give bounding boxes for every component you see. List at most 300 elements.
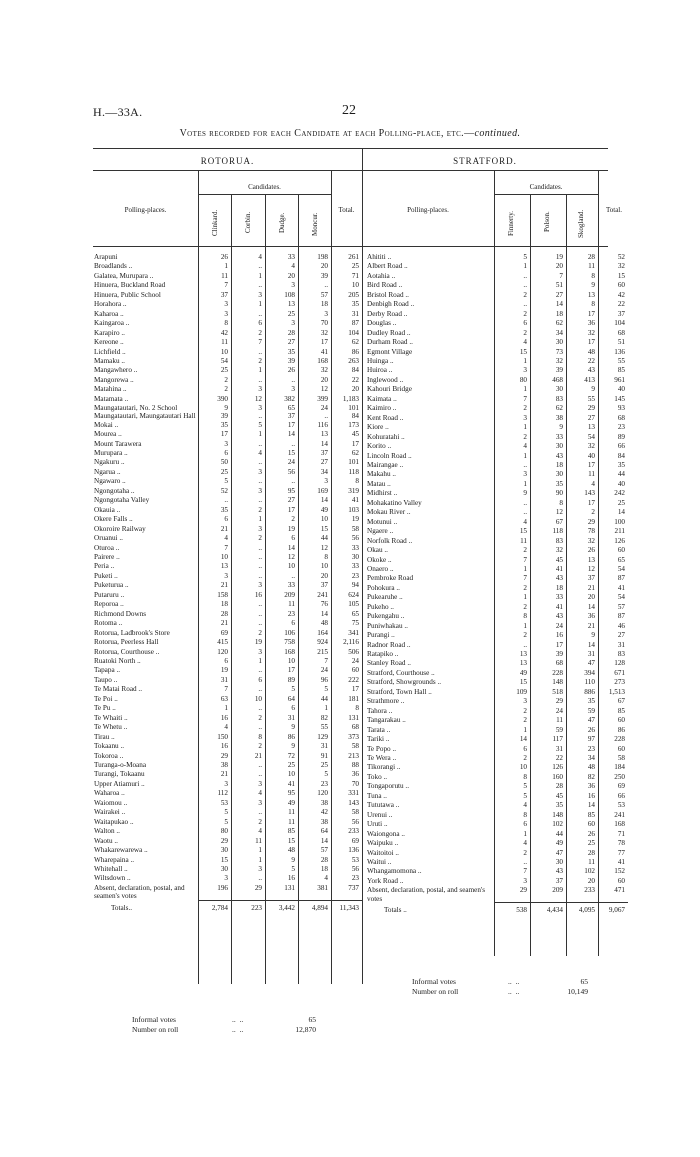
table-row (366, 461, 628, 470)
top-rule (93, 148, 608, 149)
vote-cell: 71 (617, 829, 625, 838)
vote-cell: 69 (220, 628, 228, 637)
vote-cell: 43 (555, 451, 563, 460)
vote-cell: 65 (351, 609, 359, 618)
vote-cell: 35 (220, 420, 228, 429)
vote-cell: 5 (258, 420, 262, 429)
vote-cell: 9 (559, 423, 563, 432)
polling-place-cell: Pukeho .. (367, 602, 394, 611)
vote-cell: 158 (217, 590, 228, 599)
vote-cell: 103 (348, 505, 359, 514)
vote-cell: 29 (220, 836, 228, 845)
vote-cell: 116 (317, 420, 328, 429)
table-row (366, 376, 628, 385)
vote-cell: 18 (320, 300, 328, 309)
total-cell: 9,067 (598, 903, 628, 916)
vote-cell: 21 (220, 770, 228, 779)
vote-cell: 14 (617, 508, 625, 517)
stratford-roll-value: 10,149 (567, 987, 588, 996)
vote-cell: 37 (320, 581, 328, 590)
vote-cell: 14 (320, 836, 328, 845)
vote-cell: 28 (555, 782, 563, 791)
vote-cell: 87 (617, 612, 625, 621)
vote-cell: 21 (220, 581, 228, 590)
vote-cell: 8 (224, 319, 228, 328)
table-row (366, 423, 628, 432)
vote-cell: 1 (324, 704, 328, 713)
vote-cell: .. (224, 496, 228, 505)
vote-cell: 21 (587, 583, 595, 592)
vote-cell: 71 (351, 271, 359, 280)
vote-cell: 62 (555, 404, 563, 413)
polling-place-cell: Ratapiko .. (367, 650, 399, 659)
table-row (93, 458, 362, 467)
table-row (93, 619, 362, 628)
total-cell: 223 (231, 900, 265, 913)
vote-cell: 164 (317, 628, 328, 637)
vote-cell: .. (258, 439, 262, 448)
vote-cell: 3 (324, 477, 328, 486)
polling-place-cell: Absent, declaration, postal, and seamen's votes (94, 883, 185, 901)
vote-cell: 4 (258, 253, 262, 261)
vote-cell: 95 (287, 789, 295, 798)
vote-cell: 2 (523, 706, 527, 715)
vote-cell: 10 (519, 763, 527, 772)
table-row (366, 858, 628, 867)
total-cell: 4,434 (530, 903, 566, 916)
rotorua-roll-row (132, 1025, 332, 1035)
vote-cell: 16 (220, 742, 228, 751)
table-row (93, 827, 362, 836)
table-row (366, 612, 628, 621)
vote-cell: 77 (617, 848, 625, 857)
vote-cell: 7 (224, 281, 228, 290)
table-row (366, 707, 628, 716)
vote-cell: 50 (220, 458, 228, 467)
vote-cell: 4 (258, 449, 262, 458)
polling-place-cell: Te Poi .. (94, 694, 118, 703)
vote-cell: .. (523, 640, 527, 649)
vote-cell: 2 (523, 848, 527, 857)
polling-place-cell: Mourea .. (94, 430, 122, 439)
vote-cell: 26 (587, 725, 595, 734)
polling-place-cell: Mount Tarawera (94, 439, 142, 448)
polling-place-cell: York Road .. (367, 876, 404, 885)
vote-cell: 105 (348, 600, 359, 609)
vote-cell: 95 (287, 486, 295, 495)
vote-cell: 58 (351, 742, 359, 751)
stratford-table (366, 253, 628, 916)
polling-place-cell: Pukengahu .. (367, 612, 405, 621)
polling-place-cell: Aotahia .. (367, 271, 396, 280)
vote-cell: .. (324, 412, 328, 421)
polling-place-cell: Waotu .. (94, 836, 118, 845)
vote-cell: 43 (555, 612, 563, 621)
vote-cell: 261 (348, 253, 359, 261)
vote-cell: .. (258, 619, 262, 628)
polling-place-cell: Kaimiro .. (367, 404, 397, 413)
rotorua-roll-label: Number on roll (132, 1025, 179, 1034)
vote-cell: 131 (284, 883, 295, 892)
vote-cell: 44 (617, 470, 625, 479)
polling-place-cell: Tongaporutu .. (367, 782, 410, 791)
vote-cell: 49 (320, 505, 328, 514)
table-row (93, 412, 362, 420)
table-row (93, 404, 362, 412)
table-row (366, 830, 628, 839)
vote-cell: 7 (559, 271, 563, 280)
polling-place-cell: Mangorewa .. (94, 375, 134, 384)
vote-cell: 1 (258, 271, 262, 280)
vote-cell: 23 (320, 779, 328, 788)
header-ref: H.—33A. (93, 105, 143, 119)
vote-cell: 101 (348, 458, 359, 467)
table-row (366, 697, 628, 706)
rotorua-table (93, 253, 362, 913)
vote-cell: 35 (287, 347, 295, 356)
total-cell: 2,784 (198, 900, 231, 913)
vote-cell: .. (258, 808, 262, 817)
vote-cell: 31 (617, 640, 625, 649)
vote-cell: 6 (224, 449, 228, 458)
vote-cell: 415 (217, 638, 228, 647)
vote-cell: 84 (617, 451, 625, 460)
vote-cell: 15 (287, 836, 295, 845)
table-row (93, 818, 362, 827)
vote-cell: 60 (587, 820, 595, 829)
total-cell: 4,095 (566, 903, 598, 916)
polling-place-cell: Te Pu .. (94, 704, 116, 713)
vote-cell: 3 (224, 779, 228, 788)
vote-cell: 18 (320, 864, 328, 873)
vote-cell: 40 (587, 451, 595, 460)
vote-cell: 19 (287, 524, 295, 533)
vote-cell: 4 (324, 874, 328, 883)
table-row (366, 763, 628, 772)
table-row (93, 534, 362, 543)
vote-cell: 1 (258, 515, 262, 524)
vote-cell: 1 (523, 564, 527, 573)
polling-place-cell: Puketi .. (94, 571, 118, 580)
vote-cell: 85 (617, 706, 625, 715)
vote-cell: 14 (587, 801, 595, 810)
table-row (366, 839, 628, 848)
polling-place-cell: Waitui .. (367, 858, 392, 866)
table-row (93, 487, 362, 496)
vote-cell: 886 (584, 687, 595, 696)
vote-cell: .. (291, 375, 295, 384)
vote-cell: 13 (220, 562, 228, 571)
polling-place-cell: Te Wera .. (367, 754, 397, 763)
vote-cell: 82 (320, 713, 328, 722)
vote-cell: 11 (520, 536, 527, 545)
vote-cell: 36 (351, 770, 359, 779)
vote-cell: 1 (258, 430, 262, 439)
vote-cell: 15 (320, 524, 328, 533)
vote-cell: 17 (320, 338, 328, 347)
vote-cell: 85 (617, 366, 625, 375)
polling-place-cell: Horahora .. (94, 300, 127, 309)
vote-cell: 8 (559, 498, 563, 507)
vote-cell: 42 (617, 290, 625, 299)
table-row (366, 470, 628, 479)
vote-cell: 52 (617, 253, 625, 261)
polling-place-cell: Murupara .. (94, 449, 128, 458)
vote-cell: 6 (291, 534, 295, 543)
vote-cell: 49 (287, 798, 295, 807)
polling-place-cell: Tarata .. (367, 725, 391, 734)
stratford-informal-label: Informal votes (412, 977, 456, 986)
vote-cell: 129 (317, 732, 328, 741)
vote-cell: 19 (351, 515, 359, 524)
vote-cell: 80 (220, 827, 228, 836)
vote-cell: 136 (348, 846, 359, 855)
polling-place-cell: Te Popo .. (367, 744, 397, 753)
vote-cell: 22 (617, 300, 625, 309)
vote-cell: 17 (587, 460, 595, 469)
vote-cell: 60 (351, 666, 359, 675)
vote-cell: 28 (220, 609, 228, 618)
vote-cell: 39 (555, 650, 563, 659)
table-row (93, 329, 362, 338)
total-cell: 538 (494, 903, 530, 916)
table-row (93, 440, 362, 449)
table-row (93, 780, 362, 789)
vote-cell: 25 (587, 839, 595, 848)
vote-cell: .. (258, 281, 262, 290)
table-row (93, 572, 362, 581)
vote-cell: 8 (591, 300, 595, 309)
vote-cell: 84 (351, 412, 359, 421)
vote-cell: 20 (320, 262, 328, 271)
vote-cell: 117 (552, 735, 563, 744)
vote-cell: 20 (587, 593, 595, 602)
vote-cell: 2 (258, 356, 262, 365)
vote-cell: 15 (220, 855, 228, 864)
vote-cell: 169 (317, 486, 328, 495)
table-row (93, 610, 362, 619)
polling-place-cell: Puketurua .. (94, 581, 129, 590)
vote-cell: .. (258, 760, 262, 769)
table-row (93, 357, 362, 366)
polling-place-cell: Turanga-o-Moana (94, 760, 147, 769)
vote-cell: 48 (587, 347, 595, 356)
table-row (93, 562, 362, 571)
table-row (93, 761, 362, 770)
polling-place-cell: Tokaanu .. (94, 742, 125, 751)
polling-place-cell: Maungatautari, No. 2 School (94, 404, 178, 413)
vote-cell: 60 (617, 744, 625, 753)
polling-place-cell: Kahouri Bridge (367, 385, 412, 394)
polling-place-cell: Lincoln Road .. (367, 451, 412, 460)
vote-cell: 110 (584, 678, 595, 687)
table-row (366, 886, 628, 902)
vote-cell: 70 (351, 779, 359, 788)
vote-cell: .. (291, 439, 295, 448)
vote-cell: 112 (217, 789, 228, 798)
vote-cell: 4 (258, 789, 262, 798)
vote-cell: 196 (217, 883, 228, 892)
vote-cell: 17 (587, 338, 595, 347)
table-row (93, 506, 362, 515)
vote-cell: 242 (614, 489, 625, 498)
table-row (93, 525, 362, 534)
stratford-informal-value: 65 (580, 977, 588, 986)
vote-cell: 209 (552, 886, 563, 895)
vote-cell: .. (523, 300, 527, 309)
vote-cell: 18 (220, 600, 228, 609)
vote-cell: .. (258, 543, 262, 552)
vote-cell: 29 (587, 404, 595, 413)
stratford-footer (412, 977, 602, 997)
vote-cell: 5 (291, 685, 295, 694)
polling-place-cell: Oruanui .. (94, 534, 123, 543)
vote-cell: 31 (351, 309, 359, 318)
vote-cell: 11 (588, 858, 595, 866)
vote-cell: 6 (523, 744, 527, 753)
vote-cell: 54 (220, 356, 228, 365)
vote-cell: 60 (617, 546, 625, 555)
vote-cell: 3 (258, 404, 262, 413)
vote-cell: 13 (320, 430, 328, 439)
vote-cell: 83 (555, 394, 563, 403)
vote-cell: 36 (587, 782, 595, 791)
vote-cell: .. (258, 704, 262, 713)
vote-cell: 53 (617, 801, 625, 810)
vote-cell: .. (258, 477, 262, 486)
vote-cell: 21 (220, 619, 228, 628)
vote-cell: 35 (220, 505, 228, 514)
vote-cell: 3 (258, 798, 262, 807)
vote-cell: .. (258, 347, 262, 356)
vote-cell: 31 (287, 713, 295, 722)
vote-cell: 10 (254, 694, 262, 703)
vote-cell: 24 (320, 404, 328, 413)
polling-place-cell: Okoke .. (367, 555, 392, 564)
vote-cell: 38 (320, 798, 328, 807)
vote-cell: 59 (555, 725, 563, 734)
vote-cell: .. (258, 412, 262, 421)
vote-cell: 18 (555, 309, 563, 318)
vote-cell: 3 (258, 524, 262, 533)
vote-cell: 471 (614, 886, 625, 895)
polling-place-cell: Waiongona .. (367, 829, 405, 838)
rotorua-candidate-4: Moncur. (311, 212, 319, 236)
vote-cell: 198 (317, 253, 328, 261)
vote-cell: 80 (519, 375, 527, 384)
vote-cell: 6 (224, 515, 228, 524)
polling-place-cell: Hinuera, Public School (94, 290, 161, 299)
vote-cell: 76 (320, 600, 328, 609)
vote-cell: 78 (617, 839, 625, 848)
vote-cell: 11 (588, 470, 595, 479)
polling-place-cell: Lichfield .. (94, 347, 126, 356)
vote-cell: 273 (614, 678, 625, 687)
vote-cell: 89 (287, 675, 295, 684)
page-number: 22 (342, 103, 356, 118)
vote-cell: 1 (523, 479, 527, 488)
vote-cell: 60 (617, 876, 625, 885)
polling-place-cell: Albert Road .. (367, 262, 408, 271)
vote-cell: 19 (220, 666, 228, 675)
vote-cell: 34 (587, 754, 595, 763)
polling-place-cell: Inglewood .. (367, 375, 404, 384)
vote-cell: 3 (324, 309, 328, 318)
vote-cell: 3 (523, 366, 527, 375)
vote-cell: 39 (287, 356, 295, 365)
vote-cell: 27 (617, 631, 625, 640)
vote-cell: 233 (584, 886, 595, 895)
polling-place-cell: Ngarua .. (94, 467, 121, 476)
vote-cell: 4 (523, 338, 527, 347)
table-row (93, 291, 362, 300)
vote-cell: 47 (555, 848, 563, 857)
table-row (366, 867, 628, 876)
vote-cell: 14 (587, 602, 595, 611)
vote-cell: 3 (258, 864, 262, 873)
vote-cell: 46 (617, 621, 625, 630)
vote-cell: 3 (224, 309, 228, 318)
vote-cell: 28 (587, 848, 595, 857)
polling-place-cell: Matamata .. (94, 394, 129, 403)
vote-cell: 758 (284, 638, 295, 647)
vote-cell: 10 (287, 656, 295, 665)
table-row (93, 591, 362, 600)
polling-place-cell: Puniwhakau .. (367, 621, 408, 630)
vote-cell: 85 (587, 810, 595, 819)
vote-cell: 47 (587, 659, 595, 668)
vote-cell: 68 (617, 413, 625, 422)
vote-cell: 17 (287, 666, 295, 675)
vote-cell: 3 (258, 779, 262, 788)
totals-label: Totals .. (384, 906, 407, 915)
table-row (93, 666, 362, 675)
vote-cell: 31 (320, 742, 328, 751)
vote-cell: 924 (317, 638, 328, 647)
vote-cell: 30 (555, 858, 563, 866)
vote-cell: 22 (555, 754, 563, 763)
vote-cell: 24 (555, 706, 563, 715)
vote-cell: 222 (348, 675, 359, 684)
polling-place-cell: Peria .. (94, 562, 115, 571)
vote-cell: 518 (552, 687, 563, 696)
table-row (93, 253, 362, 262)
table-row (366, 603, 628, 612)
polling-place-cell: Ruatoki North .. (94, 656, 141, 665)
rotorua-roll-value: 12,870 (295, 1025, 316, 1034)
vote-cell: 228 (552, 668, 563, 677)
vote-cell: 25 (617, 498, 625, 507)
vote-cell: 126 (614, 536, 625, 545)
vote-cell: 38 (220, 760, 228, 769)
vote-cell: 5 (523, 791, 527, 800)
polling-place-cell: Toko .. (367, 772, 388, 781)
vote-cell: 9 (591, 281, 595, 290)
vote-cell: 58 (351, 524, 359, 533)
vote-cell: 68 (351, 723, 359, 732)
vote-cell: 39 (555, 366, 563, 375)
vote-cell: 9 (291, 723, 295, 732)
vote-cell: 136 (614, 347, 625, 356)
vote-cell: .. (258, 458, 262, 467)
vote-cell: 37 (555, 876, 563, 885)
vote-cell: 39 (320, 271, 328, 280)
table-row (366, 433, 628, 442)
vote-cell: 23 (617, 423, 625, 432)
stratford-roll-label: Number on roll (412, 987, 459, 996)
vote-cell: 2 (224, 385, 228, 394)
vote-cell: 41 (555, 602, 563, 611)
